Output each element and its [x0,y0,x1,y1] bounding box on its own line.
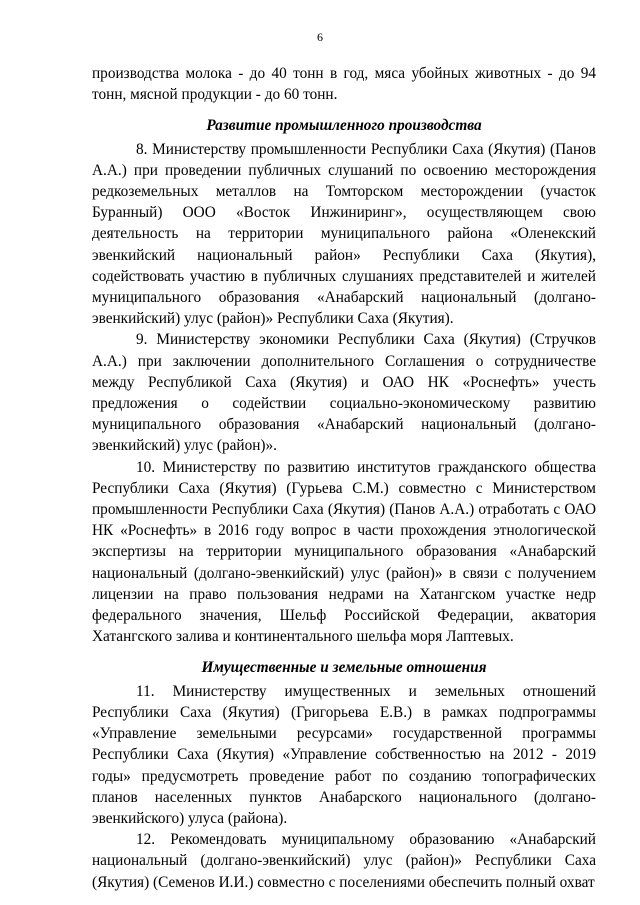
paragraph-intro: производства молока - до 40 тонн в год, мяса убойных животных - до 94 тонн, мясной продукции - до 60 тонн. [92,65,596,104]
document-body [92,63,596,893]
paragraph-10: 10. Министерству по развитию институтов гражданского общества Республики Саха (Якутия) (Гурьева С.М.) совместно с Министерством промышленности Республики Саха (Якутия) (Панов А.А.) отработать с ОАО НК «Роснефть» в 2016 году вопрос в части прохождения этнологической экспертизы на территории муниципального образования «Анабарский национальный (долгано-эвенкийский) улус (район)» в связи с получением лицензии на право пользования недрами на Хатангском участке недр федерального значения, Шельф Российской Федерации, акватория Хатангского залива и континентального шельфа моря Лаптевых. [92,458,596,646]
paragraph-9: 9. Министерству экономики Республики Саха (Якутия) (Стручков А.А.) при заключении дополнительного Соглашения о сотрудничестве между Республикой Саха (Якутия) и ОАО НК «Роснефть» учесть предложения о содействии социально-экономическому развитию муниципального образования «Анабарский национальный (долгано-эвенкийский) улус (район)». [92,331,596,455]
paragraph-8: 8. Министерству промышленности Республики Саха (Якутия) (Панов А.А.) при проведении публичных слушаний по освоению месторождения редкоземельных металлов на Томторском месторождении (участок Буранный) ООО «Восток Инжиниринг», осуществляющем свою деятельность на территории муниципального района «Оленекский эвенкийский национальный район» Республики Саха (Якутия), содействовать участию в публичных слушаниях представителей и жителей муниципального образования «Анабарский национальный (долгано-эвенкийский) улус (район)» Республики Саха (Якутия). [92,140,596,328]
section-heading-industry: Развитие промышленного производства [206,117,482,135]
section-heading-property: Имущественные и земельные отношения [201,659,487,677]
paragraph-11: 11. Министерству имущественных и земельных отношений Республики Саха (Якутия) (Григорьева Е.В.) в рамках подпрограммы «Управление земельными ресурсами» государственной программы Республики Саха (Якутия) «Управление собственностью на 2012 - 2019 годы» предусмотреть проведение работ по созданию топографических планов населенных пунктов Анабарского национального (долгано-эвенкийского) улуса (района). [92,682,596,827]
paragraph-12: 12. Рекомендовать муниципальному образованию «Анабарский национальный (долгано-эвенкийский) улус (район)» Республики Саха (Якутия) (Семенов И.И.) совместно с поселениями обеспечить полный охват [92,831,596,891]
page-number: 6 [317,30,323,44]
